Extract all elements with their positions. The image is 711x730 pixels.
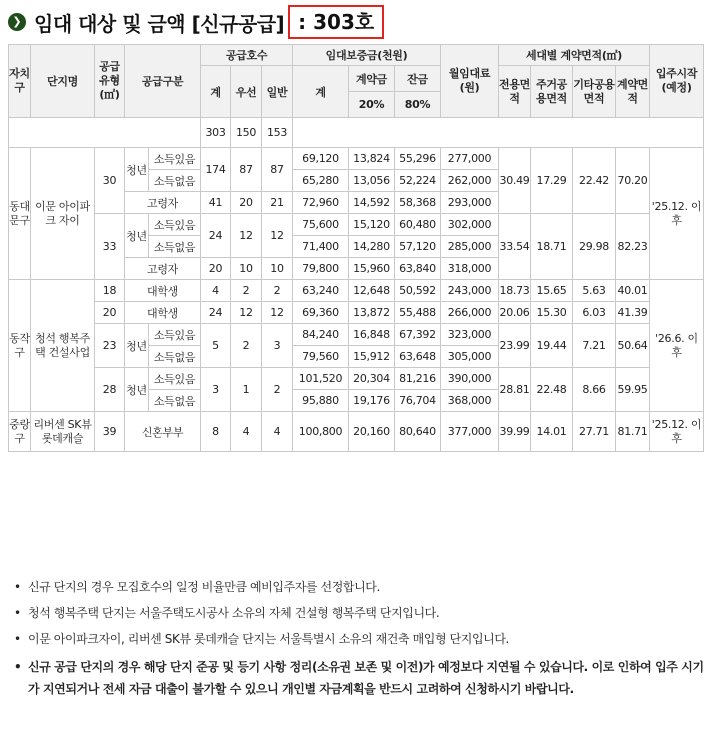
header-area-other: 기타공용면적: [573, 66, 616, 118]
header-monthly-rent: 월임대료(원): [441, 45, 499, 118]
district-cell: 동작구: [9, 280, 31, 412]
table-row: 33 청년 소득있음 24 12 12 75,600 15,120 60,480 302,000 33.54 18.71 29.98 82.23: [9, 214, 704, 236]
totals-row: [9, 118, 704, 148]
section-title: [8, 4, 384, 40]
header-move-in: 입주시작(예정): [650, 45, 704, 118]
table-row: 20 대학생 24 12 12 69,360 13,872 55,488 266,000 20.06 15.30 6.03 41.39: [9, 302, 704, 324]
header-deposit-balance: 잔금: [395, 66, 441, 92]
move-in-cell: '25.12. 이후: [650, 412, 704, 452]
complex-cell: 리버센 SK뷰 롯데캐슬: [31, 412, 95, 452]
table-row: 28 청년 소득있음 3 1 2 101,520 20,304 81,216 390,000 28.81 22.48 8.66 59.95: [9, 368, 704, 390]
table-row: 고령자 41 20 21 72,960 14,592 58,368 293,000: [9, 192, 704, 214]
move-in-cell: '26.6. 이후: [650, 280, 704, 412]
header-area-shared: 주거공용면적: [531, 66, 573, 118]
note-item: • 신규 단지의 경우 모집호수의 일정 비율만큼 예비입주자를 선정합니다.: [14, 574, 704, 600]
note-item-warning: • 신규 공급 단지의 경우 해당 단지 준공 및 등기 사항 정리(소유권 보존 및 이전)가 예정보다 지연될 수 있습니다. 이로 인하여 입주 시기가 지연되거나 전세 자금 대출이 불가할 수 있으니 개인별 자금계획을 반드시 고려하여 신청하시기 바랍니다.: [14, 656, 704, 700]
header-deposit-down-pct: 20%: [349, 92, 395, 118]
header-supply-general: 일반: [262, 66, 293, 118]
header-area-contract: 계약면적: [616, 66, 650, 118]
header-supply-units: 공급호수: [201, 45, 293, 66]
table-row: 동대문구 이문 아이파크 자이 30 청년 소득있음 174 87 87 69,120 13,824 55,296 277,000 30.49 17.29 22.42 70.20 '25.12. 이후: [9, 148, 704, 170]
chevron-right-icon: ❯: [8, 13, 26, 31]
complex-cell: 청석 행복주택 건설사업: [31, 280, 95, 412]
header-deposit-total: 계: [293, 66, 349, 118]
total-general: 153: [262, 118, 293, 148]
note-item: • 청석 행복주택 단지는 서울주택도시공사 소유의 자체 건설형 행복주택 단지입니다.: [14, 600, 704, 626]
note-item: • 이문 아이파크자이, 리버센 SK뷰 롯데캐슬 단지는 서울특별시 소유의 재건축 매입형 단지입니다.: [14, 626, 704, 652]
total-priority: 150: [231, 118, 262, 148]
move-in-cell: '25.12. 이후: [650, 148, 704, 280]
district-cell: 중랑구: [9, 412, 31, 452]
header-area: 세대별 계약면적(㎡): [499, 45, 650, 66]
header-district: 자치구: [9, 45, 31, 118]
header-supply-total: 계: [201, 66, 231, 118]
table-row: 소득없음 79,560 15,912 63,648 305,000: [9, 346, 704, 368]
table-row: 중랑구 리버센 SK뷰 롯데캐슬 39 신혼부부 8 4 4 100,800 20,160 80,640 377,000 39.99 14.01 27.71 81.71 '25.12. 이후: [9, 412, 704, 452]
header-supply-priority: 우선: [231, 66, 262, 118]
title-text: 임대 대상 및 금액 [신규공급]: [34, 11, 285, 36]
table-row: 고령자 20 10 10 79,800 15,960 63,840 318,000: [9, 258, 704, 280]
rental-table: [8, 44, 704, 452]
header-area-exclusive: 전용면적: [499, 66, 531, 118]
header-deposit-balance-pct: 80%: [395, 92, 441, 118]
table-row: 동작구 청석 행복주택 건설사업 18 대학생 4 2 2 63,240 12,648 50,592 243,000 18.73 15.65 5.63 40.01 '26.6. 이후: [9, 280, 704, 302]
table-row: 소득없음 65,280 13,056 52,224 262,000: [9, 170, 704, 192]
complex-cell: 이문 아이파크 자이: [31, 148, 95, 280]
table-row: 소득없음 95,880 19,176 76,704 368,000: [9, 390, 704, 412]
title-count-badge: : 303호: [288, 5, 384, 39]
notes-list: [14, 574, 704, 700]
total-units: 303: [201, 118, 231, 148]
header-category: 공급구분: [125, 45, 201, 118]
header-deposit: 임대보증금(천원): [293, 45, 441, 66]
table-row: 소득없음 71,400 14,280 57,120 285,000: [9, 236, 704, 258]
district-cell: 동대문구: [9, 148, 31, 280]
header-complex: 단지명: [31, 45, 95, 118]
header-deposit-down: 계약금: [349, 66, 395, 92]
table-row: 23 청년 소득있음 5 2 3 84,240 16,848 67,392 323,000 23.99 19.44 7.21 50.64: [9, 324, 704, 346]
header-type: 공급유형(㎡): [95, 45, 125, 118]
